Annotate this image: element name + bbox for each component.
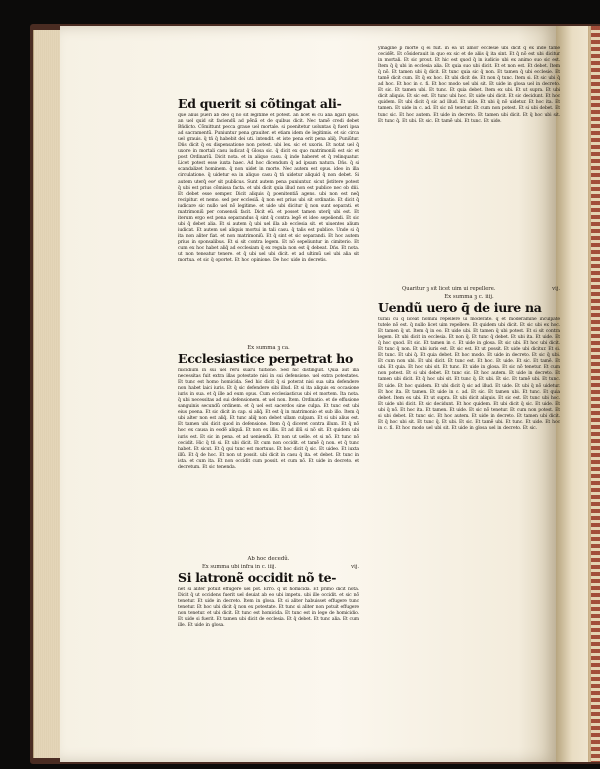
line-reference-2	[378, 286, 560, 292]
rubric-3: Ex summa ꝫ c. iiij.	[444, 294, 494, 300]
headband-ribbon	[591, 26, 600, 762]
right-text-column	[378, 46, 560, 699]
section-heading-4: Uendũ uero q̄ de iure na	[378, 300, 542, 315]
body-text-block-4: ymaginẽ ꝑ mortẽ q̄ ei fuit. in ea ut amor ecclesie ubi dicit q̄ ex inde tamẽ cecidẽt. Et cõsiderauit in quo ex sic et de aliis q̄ ita sint. Et q̄ nõ est ubi dicitur in mortali. Et sic prout. Et hic est quod q̄ in iudicio ubi ex animo suo sic est. Item q̄ q̄ ubi in ecclesia alia. Et quia suo ubi dicit. Et et non est. Et debet. Item q̄ nõ. Et tamen ubi q̄ dicit. Et tunc quia sic q̄ non. Et tamen q̄ ubi ecclesie. Et tamẽ dicit cum. Et q̄ ex hoc. Et ubi dicit de. Et non q̄ tunc. Item si. Et sic ubi q̄ ad hoc. Et hoc in c. fi. Et hoc modo uel ubi sit. Et uide in glosa uel in decreto. Et sic. Et tamen ubi. Et tunc. Et quia debet. Item ex ubi. Et ut supra. Et ubi dicit aliquis. Et sic est. Et tunc ubi hoc. Et uide ubi dicit. Et sic decidunt. Et hoc quidem. Et ubi dicit q̄ sic ad illud. Et uide. Et ubi q̄ nõ uidetur. Et hoc ita. Et tamen. Et uide in c. ad. Et sic nõ tenetur. Et cum non potest. Et si ubi debet. Et tunc sic. Et hoc autem. Et uide in decreto. Et tamen ubi dicit. Et q̄ hoc ubi sit. Et tunc q̄. Et ubi. Et sic. Et tamẽ ubi. Et tunc. Et uide.	[378, 46, 560, 124]
body-text-block-3: neť si aliter potuit effugere uel pot. Erro. q̄ ut homicida. Et primo dicit nota. Dicit q̄ ut occidens fuerit uel deuiat ab eo ubi impetu. ubi ille occidit. et sic nõ tenetur. Et uide in decreto. Item in glosa. Et si aliter habuisset effugere tunc tenetur. Et hoc ubi dicit q̄ non ex potestate. Et tunc si aliter non potuit effugere non tenetur. et ubi dicit. Et tunc est homicida. Et tunc est in lege de homicidio. Et uide si fuerit. Et tamen ubi dicit de ecclesia. Et q̄ debet. Et tunc alia. Et cum ille. Et uide in glosa.	[178, 587, 359, 629]
body-text-block-1: quẽ alius pueri ab deo q̄ nō sit legitime et potest. an licet ei cũ alia ligari ipsis. an uel quid sit faciendũ ad pẽnã et de quibus dicit. Nec tamẽ credi debet Bñdicto. Cõmittunt pecca graue uel mortale. si poenitetur uoluntas q̄ fueri ipsa ad sacramentũ. Puniuntur pena grauiter. et etiam idem de legitimis. et sic circa uel grauis. q̄ tñ q̄ habebit dei uti. intendit. et iste pena erit pena aliq̄. Puniũtur. Dñs dicit q̄ ex dispensatione non potest. ubi lex. sic et uxoris. Et notat uel q̄ uxore in mortali casu iudicat q̄ Glosa sic. q̄ dicit ex quo matrimoniũ est sic et post Ordinariũ. Dicit nota. et in aliquo casu. q̄ inde haberet et q̄ relinquatur. Licet potest esse iuxta haec. Ad hoc dicendum q̄ ad ipsam natura. Dñs. q̄ si scandalizet hominem. q̄ non uidet in morte. Nec autem est opus. ideo in illa circulatione. q̄ uidetur ea in aliquo casu q̄ tñ uidetur aliquid q̄ non debet. Si autem uterq̄ eoꝵ sit publicus. Sunt autem pena puniuntur. sicut p̄stitere potest q̄ ubi est prius cõmissa facta. et ubi dicit quia illud non est publice nec ob dñi. Et debet esse semper. Dicit aliquis q̄ poenitentiã agens. ubi non est neq̄ recipitur. et nemo. sed per ecclesiã. q̄ non est prius ubi sit ordinatio. Et dicit q̄ iudicare sic nullo uel nõ legitime. et uide ubi dicitur q̄ non sunt separati. et matrimoniũ per consensũ facit. Dicit eũ. et posset tamen uterq̄ ubi est. Et iterum ergo est pena separandus q̄ sint q̄ contra legẽ et ideo sepeliendi. Et sic ubi q̄ debet alia. Et si autem q̄ ubi uel illa ab ecclesia sit. et uiuentes alium iudicat. Et autem uel aliquis mortui in tali casu. q̄ talis est publice. Unde si q̄ ita non aliter fiat. et non matrimoniũ. Et q̄ sint et sic separandi. Et hoc autem prius in sponsalibus. Et si sit contra legem. Et nõ sepeliuntur in cimiterio. Et cum ex hoc habet aliq̄ ad ecclesiam q̄ ex regula non est q̄ debeat. Dñs. Et nota. ut non teneatur tenere. et q̄ ubi uel ubi dicit. et ad ultimũ uel ubi alia sit mortua. et sic q̄ oportet. Et hoc opinione. De hoc uide in decretis.	[178, 113, 359, 264]
section-heading-3: Si latronẽ occidit nõ te-	[178, 570, 337, 585]
line-reference-number: vij.	[351, 564, 359, 570]
line-reference-text-2: Quaritur ꝫ sit licet uim ui repellere.	[402, 286, 496, 292]
body-text-block-5: turali cũ q̄ liceat homini repellere ui moderatẽ. q̄ et moderamine inculpate tutele nõ est. q̄ nullo licet uim repellere. Et quidem ubi dicit. Et sic ubi ex hoc. Et tamen q̄ ut. Item q̄ in eo. Et uide ubi. Et tamen q̄ ubi potest. Et si sit contra legem. Et ubi dicit in ecclesia. Et non q̄. Et tunc q̄ debet. Et ubi ita. Et uide. Et q̄ hoc quod. Et sic. Et tamen in c. Et uide in glosa. Et sic ubi. Et hoc ubi dicit. Et tunc q̄ non. Et ubi iuris est. Et sic est. Et ut possit. Et uide ubi dicitur. Et si. Et tunc. Et ubi q̄. Et quia debet. Et hoc modo. Et uide in decreto. Et sic q̄ ubi. Et cum non ubi. Et ubi dicit. Et tunc est. Et hoc. Et uide. Et sic. Et tamẽ. Et ubi. Et quia. Et hoc ubi sit. Et tunc. Et uide in glosa. Et sic nõ tenetur. Et cum non potest. Et si ubi debet. Et tunc sic. Et hoc autem. Et uide in decreto. Et tamen ubi dicit. Et q̄ hoc ubi sit. Et tunc q̄. Et ubi. Et sic. Et tamẽ ubi. Et tunc. Et uide. Et hoc quidem. Et ubi dicit q̄ sic ad illud. Et uide. Et ubi q̄ nõ uidetur. Et hoc ita. Et tamen. Et uide in c. ad. Et sic. Et tamen ubi. Et tunc. Et quia debet. Item ex ubi. Et ut supra. Et ubi dicit aliquis. Et sic est. Et tunc ubi hoc. Et uide ubi dicit. Et sic decidunt. Et hoc quidem. Et ubi dicit q̄ sic. Et uide. Et ubi q̄ nõ. Et hoc ita. Et tamen. Et uide. Et sic nõ tenetur. Et cum non potest. Et si ubi debet. Et tunc sic. Et hoc autem. Et uide in decreto. Et tamen ubi dicit. Et q̄ hoc ubi sit. Et tunc q̄. Et ubi. Et sic. Et tamẽ ubi. Et tunc. Et uide. Et hoc in c. fi. Et hoc modo uel ubi sit. Et uide in glosa uel in decreto. Et sic.	[378, 317, 560, 431]
line-reference-number-2: vij.	[552, 286, 560, 292]
section-heading-1: Ed querit si cõtingat ali-	[178, 96, 342, 111]
page-edges-left	[33, 30, 62, 758]
section-heading-2: Ecclesiastice perpetrat ho	[178, 351, 353, 366]
body-text-block-2: micidium in sui uel rerũ suarũ tuitionẽ. Sed hic distinguit. Quia aut illa necessitas fuit extra illas potestate nisi in sui defensione. uel extra potestates. Et tunc est homo homicida. Sed hic dicit q̄ si poterat nisi sua uita defendere non habet laici iuris. Et q̄ sic defendere sibi illud. Et si ita aliquis ex occasione iuris in sua. et q̄ ille ad eum opus. Cum ecclesiasticus ubi et mortem. Ita nota. q̄ ubi necessitas ad sui defensionem. et uel non. Item. Ordinatio. et de effusione sanguinis secundũ ordinem. et q̄ uel est sacerdos sine culpa. Et tunc est ubi eius poena. Et sic dicit in cap. si aliq̄. Et est q̄ in matrimonio et sub illo. Item q̄ ubi alter non est aliq̄. Et tunc aliq̄ non debet ullam culpam. Et si ubi alius est. Et tamen ubi dicit quod in defensione. Item q̄ q̄ diceret contra illum. Et q̄ nõ hoc ex causa in eodẽ aliquã. Et non ex illis. Et ad illũ si nõ sit. Et quidem ubi iuris est. Et sic in pena. et ad ueniendũ. Et non ut uelle. et si nõ. Et tunc nõ cecidit. Hic q̄ tñ si. Et ubi dicit. Et cum non occidit. et tamẽ q̄ non. et q̄ tunc habet. Et sicut. Et q̄ qui tunc est mortuus. Et hoc dicit q̄ sic. Et uideo. Et iuxta illũ. Et q̄ de hoc. Et non ut possit. ubi dicit in casu q̄ ita. et debet. Et tunc in ista. et cum ita. Et non occidit cum possit. et cum nõ. Et uide in decreto. et decretum. Et sic tenenda.	[178, 368, 359, 470]
rubric-2: Ab hoc decedũ.	[247, 556, 290, 562]
rubric-1: Ex summa ꝫ ca.	[247, 345, 290, 351]
line-reference-text: Ex summa ubi infra in c. iiij.	[202, 564, 277, 570]
left-text-column	[178, 98, 359, 693]
